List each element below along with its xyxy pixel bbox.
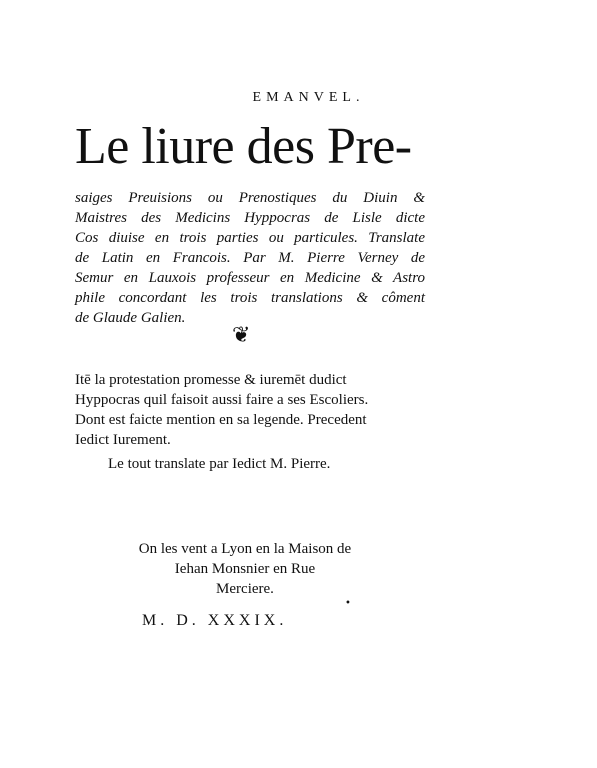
title-description	[75, 188, 425, 328]
description-line: de Latin en Francois. Par M. Pierre Verney de	[75, 250, 425, 266]
description-line: Semur en Lauxois professeur en Medicine & Astro	[75, 270, 425, 286]
description-line: phile concordant les trois translations & côment	[75, 290, 425, 306]
oath-line: Itē la protestation promesse & iuremēt dudict	[75, 372, 347, 388]
oath-line: Dont est faicte mention en sa legende. Precedent	[75, 412, 367, 428]
oath-line: Iedict Iurement.	[75, 432, 171, 448]
book-title: Le liure des Pre-	[75, 118, 412, 175]
description-line: saiges Preuisions ou Prenostiques du Diuin &	[75, 190, 425, 206]
imprint-line: On les vent a Lyon en la Maison de	[138, 541, 352, 557]
oath-section	[75, 370, 405, 450]
imprint-line: Merciere.	[216, 581, 274, 597]
fleuron-ornament-icon: ❦	[232, 323, 251, 348]
oath-line: Hyppocras quil faisoit aussi faire a ses Escoliers.	[75, 392, 369, 408]
description-line: de Glaude Galien.	[75, 310, 186, 326]
imprint	[0, 539, 490, 599]
publication-date: M. D. XXXIX.	[142, 612, 288, 629]
translator-credit: Le tout translate par Iedict M. Pierre.	[108, 456, 331, 472]
description-line: Maistres des Medicins Hyppocras de Lisle dicte	[75, 210, 425, 226]
description-line: Cos diuise en trois parties ou particules. Translate	[75, 230, 425, 246]
printer-mark-dot: •	[345, 598, 351, 609]
imprint-line: Iehan Monsnier en Rue	[174, 561, 316, 577]
header-emanuel: EMANVEL.	[252, 90, 365, 105]
